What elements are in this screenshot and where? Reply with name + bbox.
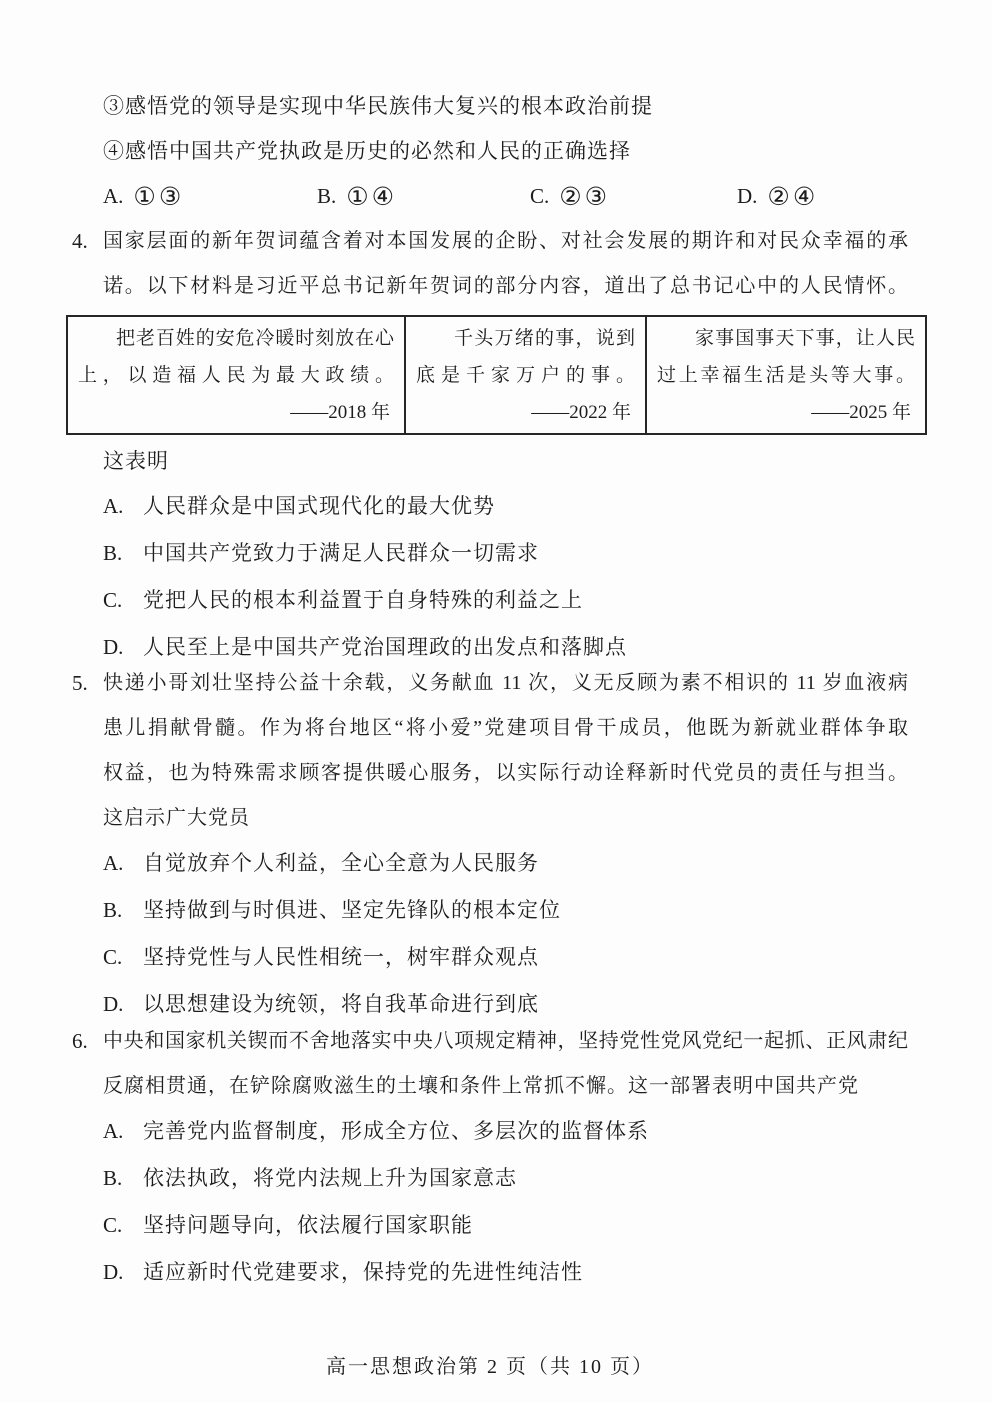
choice-label: A. [103,494,124,518]
choice-label: A. [103,1119,124,1143]
choice-label: B. [103,898,123,922]
question-6 [72,1019,908,1297]
statement-4: ④感悟中国共产党执政是历史的必然和人民的正确选择 [103,139,631,163]
choice-label: C. [530,184,550,208]
question-stem-line: 中央和国家机关锲而不舍地落实中央八项规定精神，坚持党性党风党纪一起抓、正风肃纪 [103,1030,908,1052]
choice-text: 适应新时代党建要求，保持党的先进性纯洁性 [143,1260,583,1284]
choice-text: 人民至上是中国共产党治国理政的出发点和落脚点 [143,635,627,659]
choice-text: 党把人民的根本利益置于自身特殊的利益之上 [143,588,583,612]
choice-label: A. [103,851,124,875]
answer-prompt: 这表明 [103,449,169,473]
choice-value: ②③ [559,182,611,211]
q5-choice-a [103,841,908,888]
choice-label: D. [737,184,758,208]
question-4 [72,219,915,672]
choice-text: 以思想建设为统领，将自我革命进行到底 [143,992,539,1016]
question-stem-line: 反腐相贯通，在铲除腐败滋生的土壤和条件上常抓不懈。这一部署表明中国共产党 [103,1075,859,1097]
choice-text: 坚持做到与时俱进、坚定先锋队的根本定位 [143,898,561,922]
q3-choice-c [530,174,737,219]
question-number: 4. [72,229,88,253]
q4-choice-a [103,484,908,531]
q6-choice-d [103,1250,908,1297]
choice-text: 人民群众是中国式现代化的最大优势 [143,494,495,518]
q5-choice-c [103,935,908,982]
choice-label: D. [103,992,124,1016]
new-year-quotes-table [66,315,927,435]
question-stem-line: 快递小哥刘壮坚持公益十余载，义务献血 11 次，义无反顾为素不相识的 11 岁血液病 [103,672,908,694]
q3-choices-row [103,174,908,219]
choice-value: ①④ [346,182,398,211]
q4-choice-b [103,531,908,578]
choice-text: 坚持党性与人民性相统一，树牢群众观点 [143,945,539,969]
quote-text: 把老百姓的安危冷暖时刻放在心上，以造福人民为最大政绩。 [78,328,394,386]
q6-choice-c [103,1203,908,1250]
choice-label: B. [103,1166,123,1190]
quote-year: ——2018 年 [290,402,390,423]
choice-label: A. [103,184,124,208]
question-5 [72,661,908,1029]
choice-text: 依法执政，将党内法规上升为国家意志 [143,1166,517,1190]
choice-text: 坚持问题导向，依法履行国家职能 [143,1213,473,1237]
quote-year: ——2022 年 [531,402,631,423]
statement-3: ③感悟党的领导是实现中华民族伟大复兴的根本政治前提 [103,94,653,118]
question-stem-line: 这启示广大党员 [103,807,250,829]
choice-label: C. [103,945,123,969]
question-number: 6. [72,1029,88,1053]
q6-choice-b [103,1156,908,1203]
choice-label: C. [103,588,123,612]
q3-choice-b [317,174,530,219]
quote-year: ——2025 年 [811,402,911,423]
question-stem-line: 国家层面的新年贺词蕴含着对本国发展的企盼、对社会发展的期许和对民众幸福的承 [103,230,908,252]
question-number: 5. [72,671,88,695]
question-3-fragment [72,84,908,219]
q6-choice-a [103,1109,908,1156]
question-stem-line: 患儿捐献骨髓。作为将台地区“将小爱”党建项目骨干成员，他既为新就业群体争取 [103,717,908,739]
q3-choice-d [737,174,818,219]
choice-value: ②④ [767,182,819,211]
q4-choice-c [103,578,908,625]
choice-label: D. [103,635,124,659]
question-stem-line: 权益，也为特殊需求顾客提供暖心服务，以实际行动诠释新时代党员的责任与担当。 [103,762,908,784]
choice-text: 完善党内监督制度，形成全方位、多层次的监督体系 [143,1119,649,1143]
quote-text: 千头万绪的事，说到底是千家万户的事。 [416,328,635,386]
choice-label: B. [317,184,337,208]
page-footer: 高一思想政治第 2 页（共 10 页） [326,1356,654,1378]
quote-text: 家事国事天下事，让人民过上幸福生活是头等大事。 [657,328,915,386]
quote-cell-2018 [67,316,405,434]
question-stem-line: 诺。以下材料是习近平总书记新年贺词的部分内容，道出了总书记心中的人民情怀。 [103,275,908,297]
q3-choice-a [103,174,317,219]
choice-label: D. [103,1260,124,1284]
choice-text: 中国共产党致力于满足人民群众一切需求 [143,541,539,565]
choice-label: B. [103,541,123,565]
choice-text: 自觉放弃个人利益，全心全意为人民服务 [143,851,539,875]
quote-cell-2022 [405,316,646,434]
choice-label: C. [103,1213,123,1237]
quote-cell-2025 [646,316,926,434]
choice-value: ①③ [133,182,185,211]
q5-choice-b [103,888,908,935]
